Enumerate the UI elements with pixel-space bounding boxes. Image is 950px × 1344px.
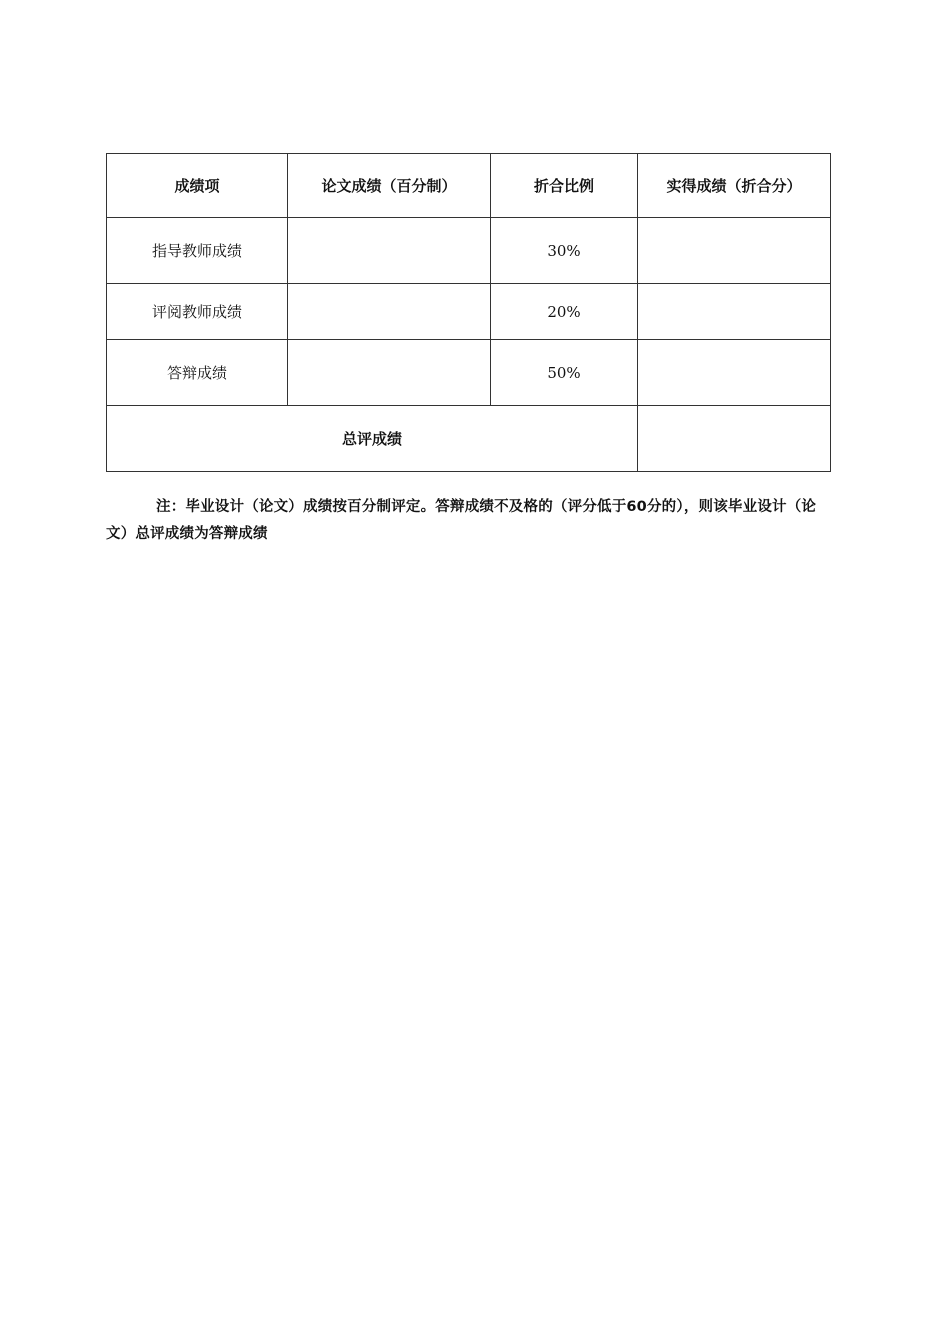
result-cell[interactable] [638, 284, 831, 340]
score-cell[interactable] [288, 218, 491, 284]
total-label: 总评成绩 [107, 406, 638, 472]
header-actual-score: 实得成绩（折合分） [638, 154, 831, 218]
total-row [107, 406, 831, 472]
table-row [107, 284, 831, 340]
score-cell[interactable] [288, 340, 491, 406]
header-thesis-score: 论文成绩（百分制） [288, 154, 491, 218]
ratio-cell: 20% [491, 284, 638, 340]
ratio-cell: 30% [491, 218, 638, 284]
header-ratio: 折合比例 [491, 154, 638, 218]
result-cell[interactable] [638, 218, 831, 284]
row-item-label: 评阅教师成绩 [107, 284, 288, 340]
table-header-row [107, 154, 831, 218]
header-item: 成绩项 [107, 154, 288, 218]
grade-table [106, 153, 831, 472]
total-result-cell[interactable] [638, 406, 831, 472]
result-cell[interactable] [638, 340, 831, 406]
score-cell[interactable] [288, 284, 491, 340]
table-row [107, 218, 831, 284]
ratio-cell: 50% [491, 340, 638, 406]
table-row [107, 340, 831, 406]
row-item-label: 指导教师成绩 [107, 218, 288, 284]
row-item-label: 答辩成绩 [107, 340, 288, 406]
footnote: 注：毕业设计（论文）成绩按百分制评定。答辩成绩不及格的（评分低于60分的），则该毕业设计（论文）总评成绩为答辩成绩 [106, 499, 817, 542]
